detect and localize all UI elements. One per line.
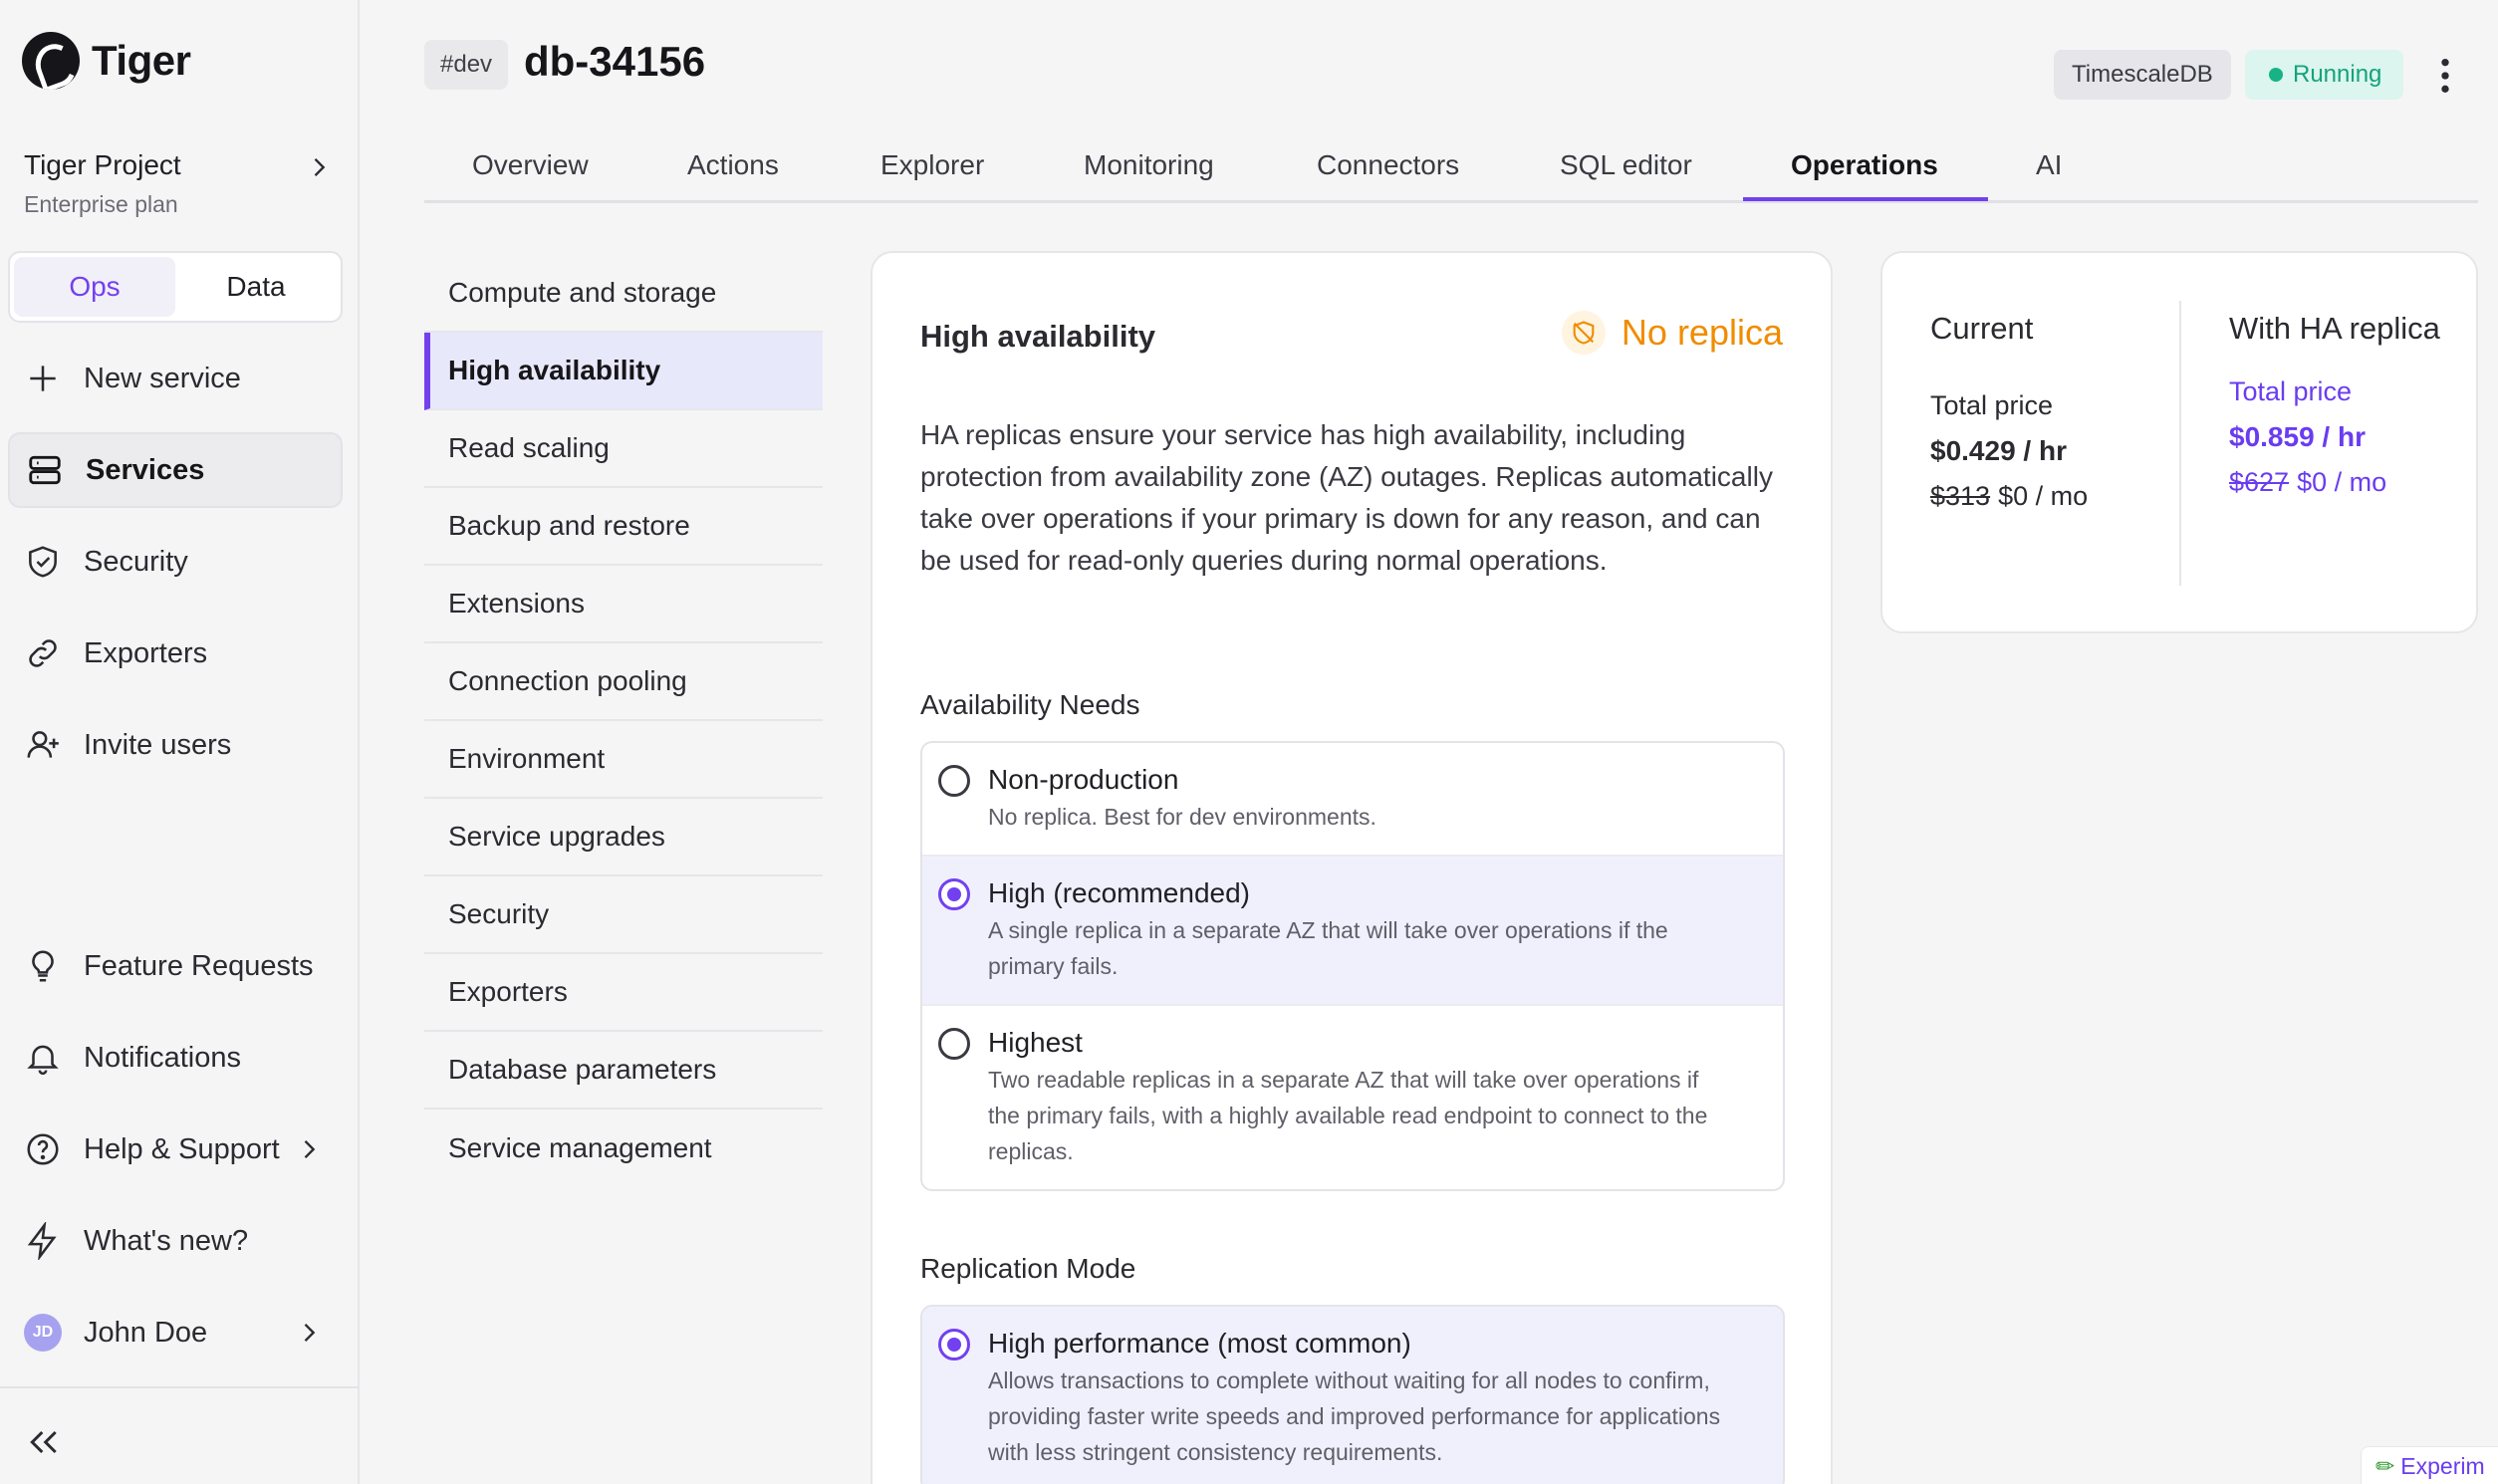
ha-monthly-old: $627: [2229, 467, 2290, 497]
environment-tag: #dev: [424, 40, 508, 90]
project-plan: Enterprise plan: [24, 191, 178, 217]
status-dot-icon: [2269, 68, 2283, 82]
option-description: A single replica in a separate AZ that will take over operations if the primary fails.: [988, 917, 1668, 979]
subnav-environment[interactable]: Environment: [424, 721, 823, 799]
sidebar-item-invite-users[interactable]: [8, 707, 343, 783]
sidebar-item-new-service[interactable]: [8, 341, 343, 416]
card-title: High availability: [920, 319, 1156, 354]
sidebar-item-label: Services: [86, 453, 205, 486]
radio-icon[interactable]: [938, 1028, 970, 1060]
tab-explorer[interactable]: Explorer: [880, 149, 985, 180]
user-plus-icon: [24, 726, 62, 764]
bolt-icon: [24, 1222, 62, 1260]
replication-options: [920, 1305, 1785, 1484]
current-monthly-old: $313: [1930, 481, 1991, 511]
sidebar-item-label: Exporters: [84, 636, 208, 669]
bell-icon: [24, 1039, 62, 1077]
option-description: Two readable replicas in a separate AZ that will take over operations if the primary fails, with a highly available read endpoint to connect to the replicas.: [988, 1067, 1708, 1164]
sidebar-item-whats-new[interactable]: [8, 1203, 343, 1279]
ha-price-column: [2229, 305, 2468, 498]
sidebar-item-label: Help & Support: [84, 1132, 280, 1165]
chevron-right-icon: [295, 1319, 323, 1347]
current-hourly-price: $0.429 / hr: [1930, 435, 2067, 466]
tab-actions[interactable]: Actions: [687, 149, 779, 180]
chevron-right-icon: [305, 153, 333, 181]
option-title: Non-production: [988, 764, 1179, 795]
sidebar-item-help-support[interactable]: [8, 1112, 343, 1187]
option-title: Highest: [988, 1027, 1083, 1058]
subnav-read-scaling[interactable]: Read scaling: [424, 410, 823, 488]
no-replica-icon: [1562, 311, 1606, 355]
sidebar-item-label: Feature Requests: [84, 949, 314, 982]
status-text: Running: [2293, 61, 2382, 88]
more-options-icon[interactable]: [2430, 56, 2460, 96]
subnav-security[interactable]: Security: [424, 876, 823, 954]
subnav-high-availability[interactable]: High availability: [424, 333, 823, 410]
collapse-sidebar-icon[interactable]: [24, 1422, 64, 1462]
subnav-connection-pooling[interactable]: Connection pooling: [424, 643, 823, 721]
option-title: High (recommended): [988, 877, 1250, 908]
radio-icon[interactable]: [938, 765, 970, 797]
lightbulb-icon: [24, 947, 62, 985]
help-icon: [24, 1130, 62, 1168]
chevron-right-icon: [295, 1135, 323, 1163]
high-availability-card: [871, 251, 1833, 1484]
availability-needs-label: Availability Needs: [920, 689, 1140, 720]
subnav-service-management[interactable]: Service management: [448, 1132, 712, 1163]
sidebar-item-label: What's new?: [84, 1224, 249, 1257]
operations-subnav: [424, 255, 823, 1187]
sidebar-item-exporters[interactable]: [8, 616, 343, 691]
sidebar-item-services[interactable]: [8, 432, 343, 508]
subnav-database-parameters[interactable]: Database parameters: [424, 1032, 823, 1110]
ha-hourly-price: $0.859 / hr: [2229, 421, 2366, 452]
shield-icon: [24, 543, 62, 581]
tiger-logo-icon: [22, 32, 80, 90]
sidebar: [0, 0, 360, 1484]
current-monthly-price: [1930, 481, 2169, 512]
project-selector[interactable]: [24, 149, 333, 218]
sidebar-item-feature-requests[interactable]: [8, 928, 343, 1004]
replica-status: [1562, 311, 1783, 355]
experiment-label: Experim: [2400, 1452, 2485, 1479]
sidebar-item-label: New service: [84, 362, 241, 394]
option-description: No replica. Best for dev environments.: [988, 804, 1376, 830]
sidebar-item-notifications[interactable]: [8, 1020, 343, 1096]
current-monthly-new: $0 / mo: [1998, 481, 2089, 511]
tab-overview[interactable]: Overview: [472, 149, 589, 180]
price-divider: [2179, 301, 2181, 586]
brand-name: Tiger: [92, 37, 191, 84]
active-tab-indicator: [1743, 197, 1988, 201]
ops-toggle[interactable]: Ops: [14, 257, 175, 317]
pencil-icon: ✏: [2375, 1452, 2395, 1479]
current-total-label: Total price: [1930, 390, 2054, 420]
subnav-service-upgrades[interactable]: Service upgrades: [424, 799, 823, 876]
ha-monthly-price: [2229, 467, 2468, 498]
option-high-recommended[interactable]: [922, 857, 1783, 1006]
subnav-backup-restore[interactable]: Backup and restore: [424, 488, 823, 566]
ha-monthly-new: $0 / mo: [2297, 467, 2387, 497]
ops-data-switch: [8, 251, 343, 323]
option-highest[interactable]: [922, 1006, 1783, 1189]
availability-options: [920, 741, 1785, 1191]
user-menu[interactable]: [8, 1295, 343, 1370]
services-icon: [26, 451, 64, 489]
ha-description: HA replicas ensure your service has high availability, including protection from availability zone (AZ) outages. Replicas automatically take over operations if your primary is down for any reason, and can be used for read-only queries during normal operations.: [920, 419, 1773, 576]
sidebar-item-label: Invite users: [84, 728, 232, 761]
user-name: John Doe: [84, 1316, 208, 1349]
option-title: High performance (most common): [988, 1328, 1411, 1359]
tab-connectors[interactable]: Connectors: [1317, 149, 1460, 180]
data-toggle[interactable]: Data: [226, 271, 286, 302]
radio-selected-icon[interactable]: [938, 878, 970, 910]
link-icon: [24, 634, 62, 672]
tab-sql-editor[interactable]: SQL editor: [1560, 149, 1692, 180]
service-name: db-34156: [524, 38, 706, 85]
plus-icon: [24, 360, 62, 397]
tab-ai[interactable]: AI: [2036, 149, 2063, 180]
option-high-performance[interactable]: [922, 1307, 1783, 1484]
ha-heading: With HA replica: [2229, 311, 2440, 346]
engine-badge: TimescaleDB: [2054, 50, 2231, 100]
tab-operations[interactable]: Operations: [1791, 149, 1938, 180]
price-comparison-card: [1880, 251, 2478, 633]
sidebar-divider: [0, 1386, 360, 1388]
subnav-extensions[interactable]: Extensions: [424, 566, 823, 643]
current-price-column: [1930, 305, 2169, 512]
ha-total-label: Total price: [2229, 376, 2353, 406]
sidebar-item-security[interactable]: [8, 524, 343, 600]
tiger-logo[interactable]: [22, 32, 190, 90]
current-heading: Current: [1930, 311, 2034, 346]
option-non-production[interactable]: [922, 743, 1783, 857]
project-name: Tiger Project: [24, 149, 181, 180]
radio-selected-icon[interactable]: [938, 1329, 970, 1360]
experiment-badge[interactable]: [2361, 1446, 2498, 1484]
avatar: JD: [24, 1314, 62, 1352]
tab-monitoring[interactable]: Monitoring: [1084, 149, 1214, 180]
replica-status-text: No replica: [1621, 312, 1783, 353]
status-badge: [2245, 50, 2403, 100]
sidebar-item-label: Notifications: [84, 1041, 241, 1074]
sidebar-item-label: Security: [84, 545, 188, 578]
subnav-compute-storage[interactable]: Compute and storage: [424, 255, 823, 333]
replication-mode-label: Replication Mode: [920, 1253, 1136, 1284]
service-tabs: [424, 139, 2478, 203]
option-description: Allows transactions to complete without waiting for all nodes to confirm, providing faster write speeds and improved performance for applications with less stringent consistency requirements.: [988, 1367, 1721, 1465]
subnav-exporters[interactable]: Exporters: [424, 954, 823, 1032]
